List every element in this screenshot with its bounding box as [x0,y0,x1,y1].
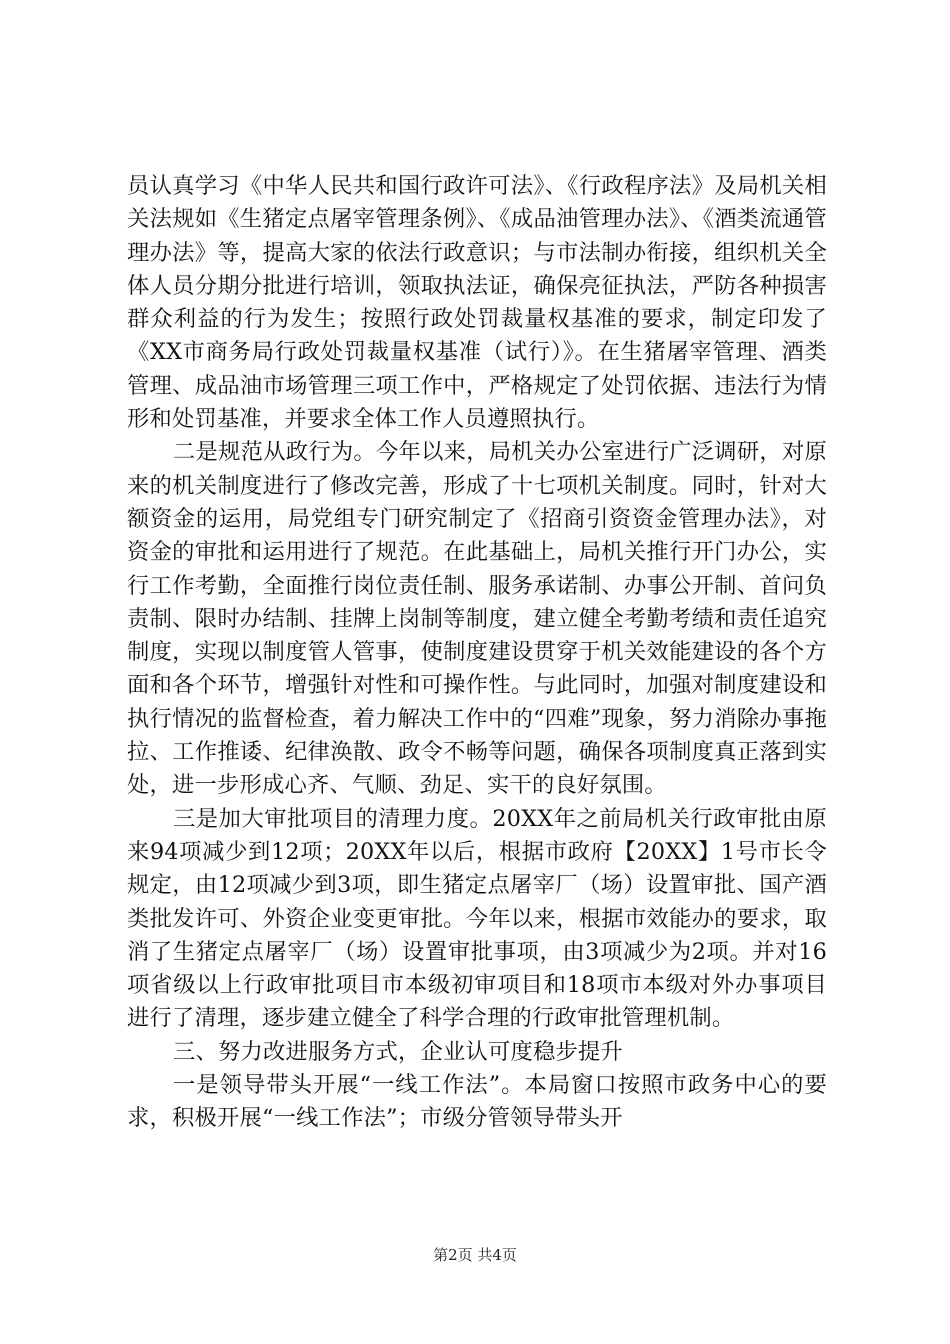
paragraph-2: 二是规范从政行为。今年以来，局机关办公室进行广泛调研，对原来的机关制度进行了修改完善，形成了十七项机关制度。同时，针对大额资金的运用，局党组专门研究制定了《招商引资资金管理办法》，对资金的审批和运用进行了规范。在此基础上，局机关推行开门办公，实行工作考勤，全面推行岗位责任制、服务承诺制、办事公开制、首问负责制、限时办结制、挂牌上岗制等制度，建立健全考勤考绩和责任追究制度，实现以制度管人管事，使制度建设贯穿于机关效能建设的各个方面和各个环节，增强针对性和可操作性。与此同时，加强对制度建设和执行情况的监督检查，着力解决工作中的“四难”现象，努力消除办事拖拉、工作推诿、纪律涣散、政令不畅等问题，确保各项制度真正落到实处，进一步形成心齐、气顺、劲足、实干的良好氛围。 [127,439,827,799]
page-number-footer: 第2页 共4页 [433,1246,517,1264]
document-body [127,170,827,1136]
section-heading: 三、努力改进服务方式，企业认可度稳步提升 [173,1038,623,1065]
paragraph-3: 三是加大审批项目的清理力度。20XX年之前局机关行政审批由原来94项减少到12项；20XX年以后，根据市政府【20XX】1号市长令规定，由12项减少到3项，即生猪定点屠宰厂（场）设置审批、国产酒类批发许可、外资企业变更审批。今年以来，根据市效能办的要求，取消了生猪定点屠宰厂（场）设置审批事项，由3项减少为2项。并对16项省级以上行政审批项目市本级初审项目和18项市本级对外办事项目进行了清理，逐步建立健全了科学合理的行政审批管理机制。 [127,805,827,1032]
paragraph-4: 一是领导带头开展“一线工作法”。本局窗口按照市政务中心的要求，积极开展“一线工作法”；市级分管领导带头开 [127,1072,827,1132]
paragraph-1: 员认真学习《中华人民共和国行政许可法》、《行政程序法》及局机关相关法规如《生猪定点屠宰管理条例》、《成品油管理办法》、《酒类流通管理办法》等，提高大家的依法行政意识；与市法制办衔接，组织机关全体人员分期分批进行培训，领取执法证，确保亮征执法，严防各种损害群众利益的行为发生；按照行政处罚裁量权基准的要求，制定印发了《XX市商务局行政处罚裁量权基准（试行）》。在生猪屠宰管理、酒类管理、成品油市场管理三项工作中，严格规定了处罚依据、违法行为情形和处罚基准，并要求全体工作人员遵照执行。 [127,173,827,433]
